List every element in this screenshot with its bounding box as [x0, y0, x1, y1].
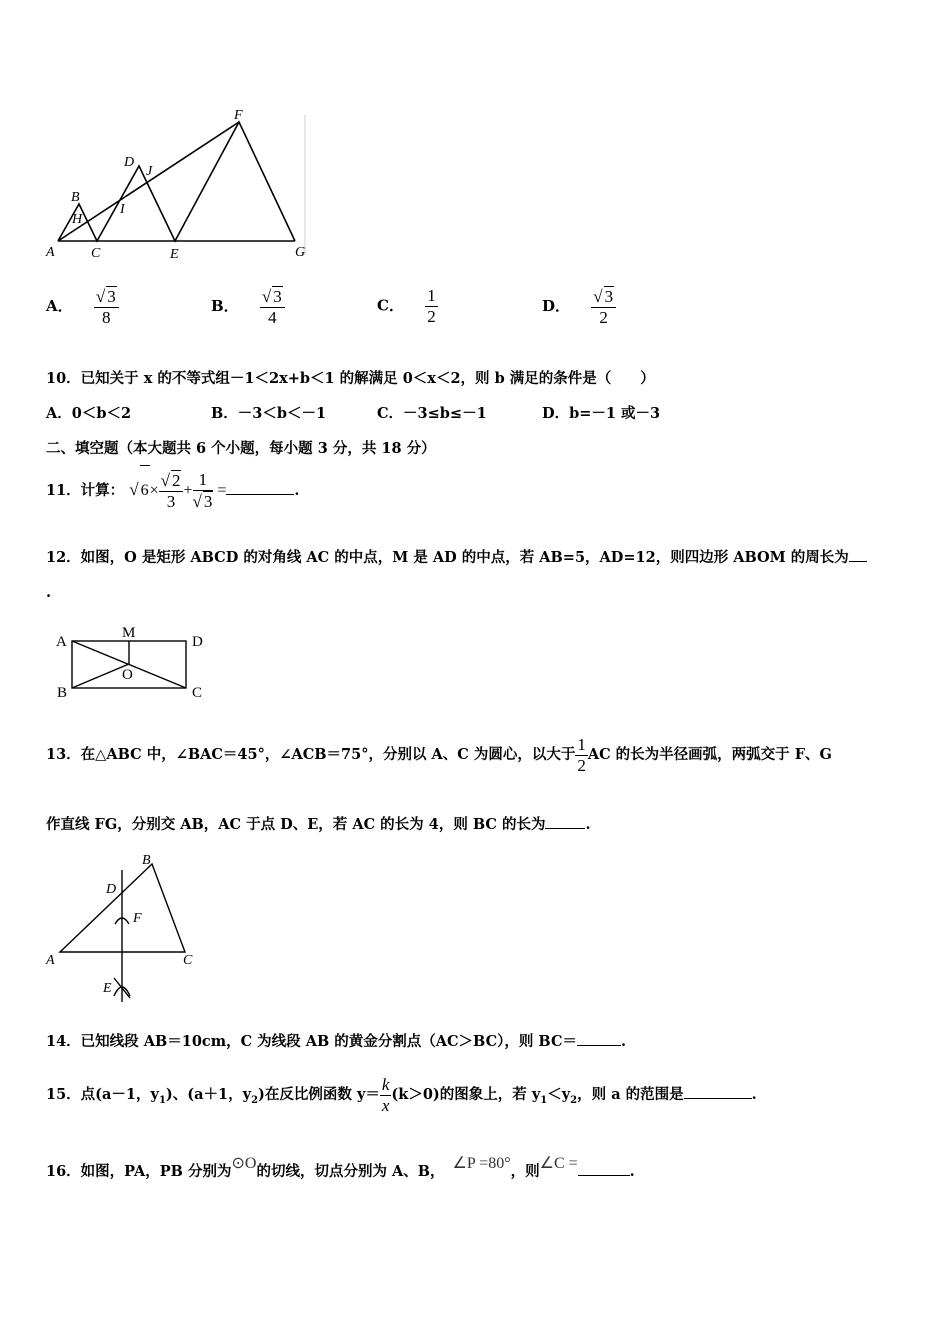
- label-m: M: [122, 625, 136, 641]
- denominator: 4: [268, 308, 277, 327]
- q9-figure: [42, 105, 317, 267]
- times-sign: ×: [149, 482, 159, 499]
- label-e: E: [170, 247, 179, 262]
- q12-question: [46, 549, 867, 567]
- q15-question: [46, 1068, 757, 1128]
- answer-blank[interactable]: [849, 561, 867, 562]
- q16-question: [46, 1152, 635, 1192]
- denominator: 8: [102, 308, 111, 327]
- q15-text-b: )、(a＋1，y: [165, 1086, 252, 1103]
- q13-end: .: [585, 816, 591, 833]
- q10-option-d: D．b=－1 或－3: [542, 405, 661, 422]
- answer-blank[interactable]: [684, 1098, 752, 1099]
- q13-question: [46, 728, 832, 782]
- q13-text-b: AC 的长为半径画弧，两弧交于 F、G: [587, 746, 832, 763]
- q10-option-b: B．－3＜b＜－1: [211, 405, 327, 422]
- label-d: D: [124, 155, 135, 170]
- q15-text-d: (k＞0)的图象上，若 y: [391, 1086, 541, 1103]
- section-heading: 二、填空题（本大题共 6 个小题，每小题 3 分，共 18 分）: [46, 440, 436, 457]
- q9-option-a: A． $\frac{√ 3}{8}$: [46, 286, 119, 328]
- numerator: k: [381, 1074, 390, 1094]
- q13-figure: [42, 850, 207, 1008]
- label-b: B: [57, 685, 68, 701]
- subscript: 1: [158, 1094, 166, 1106]
- q9-option-c: [377, 286, 438, 327]
- q15-text-a: 15．点(a－1，y: [46, 1086, 159, 1103]
- q15-end: .: [751, 1086, 757, 1103]
- answer-blank[interactable]: [226, 494, 294, 495]
- subscript: 2: [570, 1094, 578, 1106]
- sqrt-6: 6: [140, 465, 150, 516]
- q14-text: 14．已知线段 AB＝10cm，C 为线段 AB 的黄金分割点（AC＞BC），则 BC＝: [46, 1033, 577, 1050]
- label-j: J: [146, 164, 153, 179]
- radicand: 3: [107, 287, 116, 306]
- angle-p: ∠P =80°: [452, 1155, 511, 1172]
- label-d: D: [192, 634, 203, 650]
- q10-option-a: A．0＜b＜2: [46, 405, 132, 422]
- q13-line2: [46, 816, 591, 834]
- label-b: B: [71, 190, 80, 205]
- answer-blank[interactable]: [577, 1045, 621, 1046]
- q11-prefix: 11．计算：: [46, 482, 125, 499]
- label-o: O: [122, 667, 133, 683]
- answer-blank[interactable]: [578, 1175, 630, 1176]
- q11-question: 11．计算： √ 6× $\frac{√ 2}{3}$ + $\frac{1}{√ 3}$ = .: [46, 465, 299, 516]
- radicand: 3: [273, 287, 282, 306]
- q15-lt: ＜y: [547, 1086, 571, 1103]
- denominator: 2: [577, 755, 586, 775]
- label-a: A: [46, 245, 55, 260]
- numerator: 1: [577, 734, 586, 754]
- label-a: A: [56, 634, 67, 650]
- q10-question: 10．已知关于 x 的不等式组－1＜2x+b＜1 的解满足 0＜x＜2，则 b 满足的条件是（ ）: [46, 370, 655, 387]
- q9-triangles: [58, 122, 295, 241]
- q15-text-c: )在反比例函数 y＝: [258, 1086, 380, 1103]
- label-b: B: [142, 853, 151, 868]
- option-letter: A．: [46, 297, 73, 315]
- q9-option-b: B． $\frac{√ 3}{4}$: [211, 286, 285, 328]
- denominator: x: [381, 1095, 390, 1115]
- angle-c: ∠C =: [539, 1155, 578, 1172]
- radicand: 2: [171, 471, 181, 490]
- numerator: 1: [427, 286, 436, 305]
- label-c: C: [192, 685, 203, 701]
- q13-text-a: 13．在△ABC 中，∠BAC＝45°，∠ACB＝75°，分别以 A、C 为圆心，以大于: [46, 746, 576, 763]
- label-c: C: [91, 246, 101, 261]
- q12-dot: .: [46, 584, 52, 601]
- subscript: 2: [251, 1094, 259, 1106]
- q12-figure: [50, 620, 220, 702]
- label-h: H: [72, 212, 83, 227]
- numerator: 1: [193, 470, 214, 491]
- answer-blank[interactable]: [545, 828, 585, 829]
- q9-option-d: D． $\frac{√ 3}{2}$: [542, 286, 616, 328]
- option-letter: B．: [211, 297, 239, 315]
- label-g: G: [295, 245, 306, 260]
- q14-question: [46, 1033, 626, 1051]
- radicand: 3: [203, 492, 213, 511]
- q16-text-a: 16．如图，PA，PB 分别为: [46, 1163, 232, 1180]
- option-letter: C．: [377, 296, 404, 315]
- denominator: 2: [599, 308, 608, 327]
- q14-end: .: [621, 1033, 627, 1050]
- label-e: E: [103, 981, 112, 996]
- denominator: 2: [427, 307, 436, 326]
- radicand: 3: [604, 287, 614, 306]
- circle-o-symbol: ⊙O: [231, 1155, 257, 1172]
- denominator: 3: [166, 492, 176, 511]
- label-a: A: [46, 953, 55, 968]
- q13-line2-text: 作直线 FG，分别交 AB，AC 于点 D、E，若 AC 的长为 4，则 BC 的长为: [46, 816, 546, 833]
- option-letter: D．: [542, 297, 571, 315]
- label-f: F: [234, 108, 243, 123]
- label-i: I: [120, 202, 125, 217]
- label-c: C: [183, 953, 193, 968]
- plus-sign: +: [183, 482, 193, 499]
- q11-suffix: .: [294, 482, 300, 499]
- label-d: D: [106, 882, 117, 897]
- q9-diagonal-line: [58, 122, 239, 241]
- equals-sign: =: [217, 482, 227, 499]
- q16-text-b: 的切线，切点分别为 A、B，: [256, 1163, 445, 1180]
- label-f: F: [133, 911, 142, 926]
- segment-bo: [72, 664, 129, 688]
- q16-text-c: ，则: [510, 1163, 540, 1180]
- subscript: 1: [540, 1094, 548, 1106]
- q10-option-c: C．－3≤b≤－1: [377, 405, 487, 422]
- q12-text: 12．如图，O 是矩形 ABCD 的对角线 AC 的中点，M 是 AD 的中点，若 AB=5，AD=12，则四边形 ABOM 的周长为: [46, 549, 849, 566]
- q15-text-e: ，则 a 的范围是: [577, 1086, 684, 1103]
- q16-end: .: [629, 1163, 635, 1180]
